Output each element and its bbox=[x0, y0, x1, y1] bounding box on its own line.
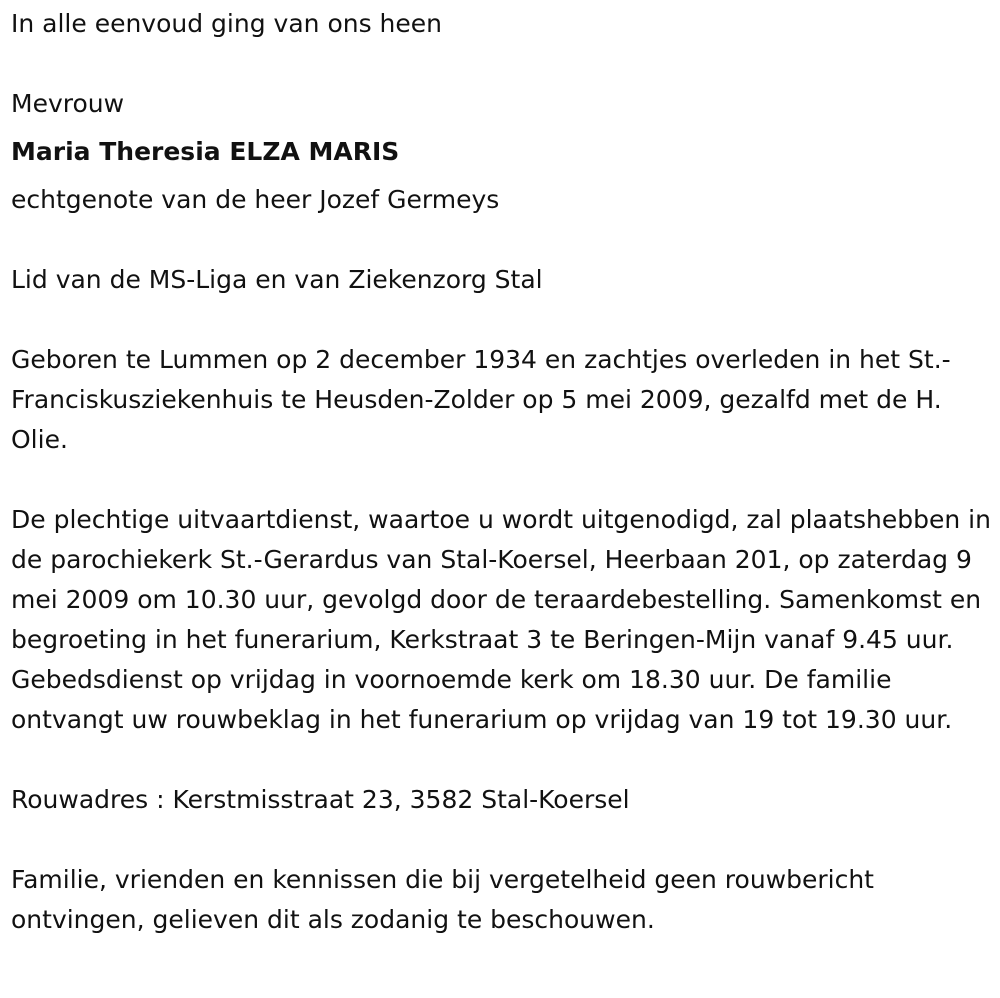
intro-line: In alle eenvoud ging van ons heen bbox=[11, 9, 443, 38]
birth-death-paragraph: Geboren te Lummen op 2 december 1934 en zachtjes overleden in het St.-Franciskusziekenhuis te Heusden-Zolder op 5 mei 2009, gezalfd met de H. Olie. bbox=[11, 345, 951, 454]
deceased-name: Maria Theresia ELZA MARIS bbox=[11, 137, 400, 166]
membership-line: Lid van de MS-Liga en van Ziekenzorg Stal bbox=[11, 265, 543, 294]
spouse-line: echtgenote van de heer Jozef Germeys bbox=[11, 185, 500, 214]
salutation: Mevrouw bbox=[11, 89, 125, 118]
condolence-address: Rouwadres : Kerstmisstraat 23, 3582 Stal-Koersel bbox=[11, 785, 630, 814]
funeral-paragraph: De plechtige uitvaartdienst, waartoe u wordt uitgenodigd, zal plaatshebben in de parochiekerk St.-Gerardus van Stal-Koersel, Heerbaan 201, op zaterdag 9 mei 2009 om 10.30 uur, gevolgd door de teraardebestelling. Samenkomst en begroeting in het funerarium, Kerkstraat 3 te Beringen-Mijn vanaf 9.45 uur. Gebedsdienst op vrijdag in voornoemde kerk om 18.30 uur. De familie ontvangt uw rouwbeklag in het funerarium op vrijdag van 19 tot 19.30 uur. bbox=[11, 505, 991, 734]
death-notice bbox=[11, 4, 991, 940]
closing-paragraph: Familie, vrienden en kennissen die bij vergetelheid geen rouwbericht ontvingen, gelieven dit als zodanig te beschouwen. bbox=[11, 865, 874, 934]
